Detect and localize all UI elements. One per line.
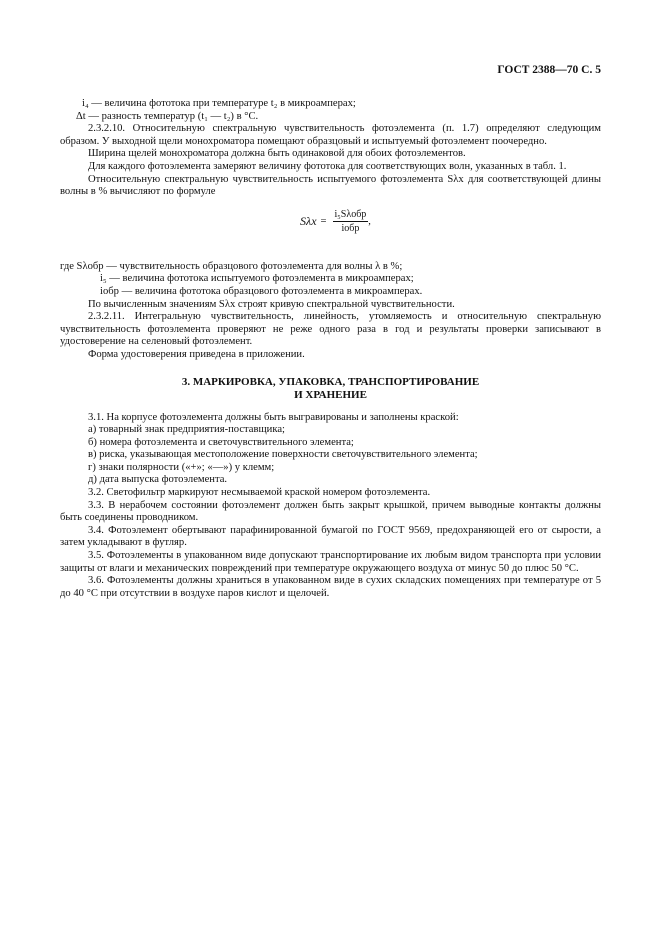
where-def-s-obr: где Sλобр — чувствительность образцового фотоэлемента для волны λ в %; [60, 260, 403, 272]
list-item: г) знаки полярности («+»; «—») у клемм; [88, 461, 275, 473]
where-def-i-obr: iобр — величина фототока образцового фотоэлемента в микроамперах. [100, 285, 423, 297]
paragraph-slit-width: Ширина щелей монохроматора должна быть одинаковой для обоих фотоэлементов. [88, 148, 466, 160]
paragraph-2-3-2-11: 2.3.2.11. Интегральную чувствительность, линейность, утомляемость и относительную спектральную чувствительность фотоэлемента проверяют не реже одного раза в год и результаты проверки записывают в удостоверение на селеновый фотоэлемент. [60, 311, 601, 348]
def-delta-t: Δt — разность температур (t₁ — t₂) в °С. [76, 110, 259, 122]
list-item: в) риска, указывающая местоположение поверхности светочувствительного элемента; [88, 449, 478, 461]
section-3-heading [60, 376, 601, 402]
where-def-i5: i₅ — величина фототока испытуемого фотоэлемента в микроамперах; [100, 273, 414, 285]
formula-tail: , [368, 215, 371, 227]
paragraph-3-3: 3.3. В нерабочем состоянии фотоэлемент должен быть закрыт крышкой, причем выводные контакты должны быть соединены проводником. [60, 499, 601, 524]
formula-numerator: i₅Sλобр [334, 208, 367, 220]
paragraph-2-3-2-10: 2.3.2.10. Относительную спектральную чувствительность фотоэлемента (п. 1.7) определяют следующим образом. У выходной щели монохроматора помещают образцовый и испытуемый фотоэлемент поочередно. [60, 123, 601, 147]
formula-equals: = [320, 215, 327, 227]
list-item: д) дата выпуска фотоэлемента. [88, 474, 228, 486]
formula-lhs: Sλx [300, 213, 317, 228]
def-i4: i₄ — величина фототока при температуре t₂ в микроамперах; [82, 98, 356, 109]
paragraph-3-4: 3.4. Фотоэлемент обертывают парафинированной бумагой по ГОСТ 9569, предохраняющей его от сырости, а затем укладывают в футляр. [60, 524, 601, 549]
paragraph-3-6: 3.6. Фотоэлементы должны храниться в упакованном виде в сухих складских помещениях при температуре от 5 до 40 °С при отсутствии в воздухе паров кислот и щелочей. [60, 575, 601, 599]
paragraph-relative-sensitivity: Относительную спектральную чувствительность испытуемого фотоэлемента Sλx для соответствующей длины волны в % вычисляют по формуле [60, 173, 601, 198]
section-3-heading-line2: И ХРАНЕНИЕ [294, 388, 367, 401]
section-3-heading-line1: 3. МАРКИРОВКА, УПАКОВКА, ТРАНСПОРТИРОВАНИЕ [181, 375, 480, 388]
formula-denominator: iобр [341, 222, 360, 234]
formula [300, 209, 371, 234]
list-item: б) номера фотоэлемента и светочувствительного элемента; [88, 436, 354, 448]
formula-fraction [333, 209, 369, 234]
paragraph-3-5: 3.5. Фотоэлементы в упакованном виде допускают транспортирование их любым видом транспорта при условии защиты от влаги и механических повреждений при температуре окружающего воздуха от минус 50 до плюс 50 °С. [60, 550, 601, 574]
paragraph-3-1: 3.1. На корпусе фотоэлемента должны быть выгравированы и заполнены краской: [88, 411, 459, 423]
paragraph-measure: Для каждого фотоэлемента замеряют величину фототока для соответствующих волн, указанных в табл. 1. [88, 160, 567, 172]
paragraph-3-2: 3.2. Светофильтр маркируют несмываемой краской номером фотоэлемента. [88, 487, 431, 499]
document-page [60, 64, 601, 600]
paragraph-curve: По вычисленным значениям Sλx строят кривую спектральной чувствительности. [88, 298, 455, 310]
paragraph-form: Форма удостоверения приведена в приложении. [88, 348, 305, 360]
page-header: ГОСТ 2388—70 С. 5 [497, 64, 601, 76]
formula-block [60, 203, 601, 255]
list-item: а) товарный знак предприятия-поставщика; [88, 424, 285, 436]
